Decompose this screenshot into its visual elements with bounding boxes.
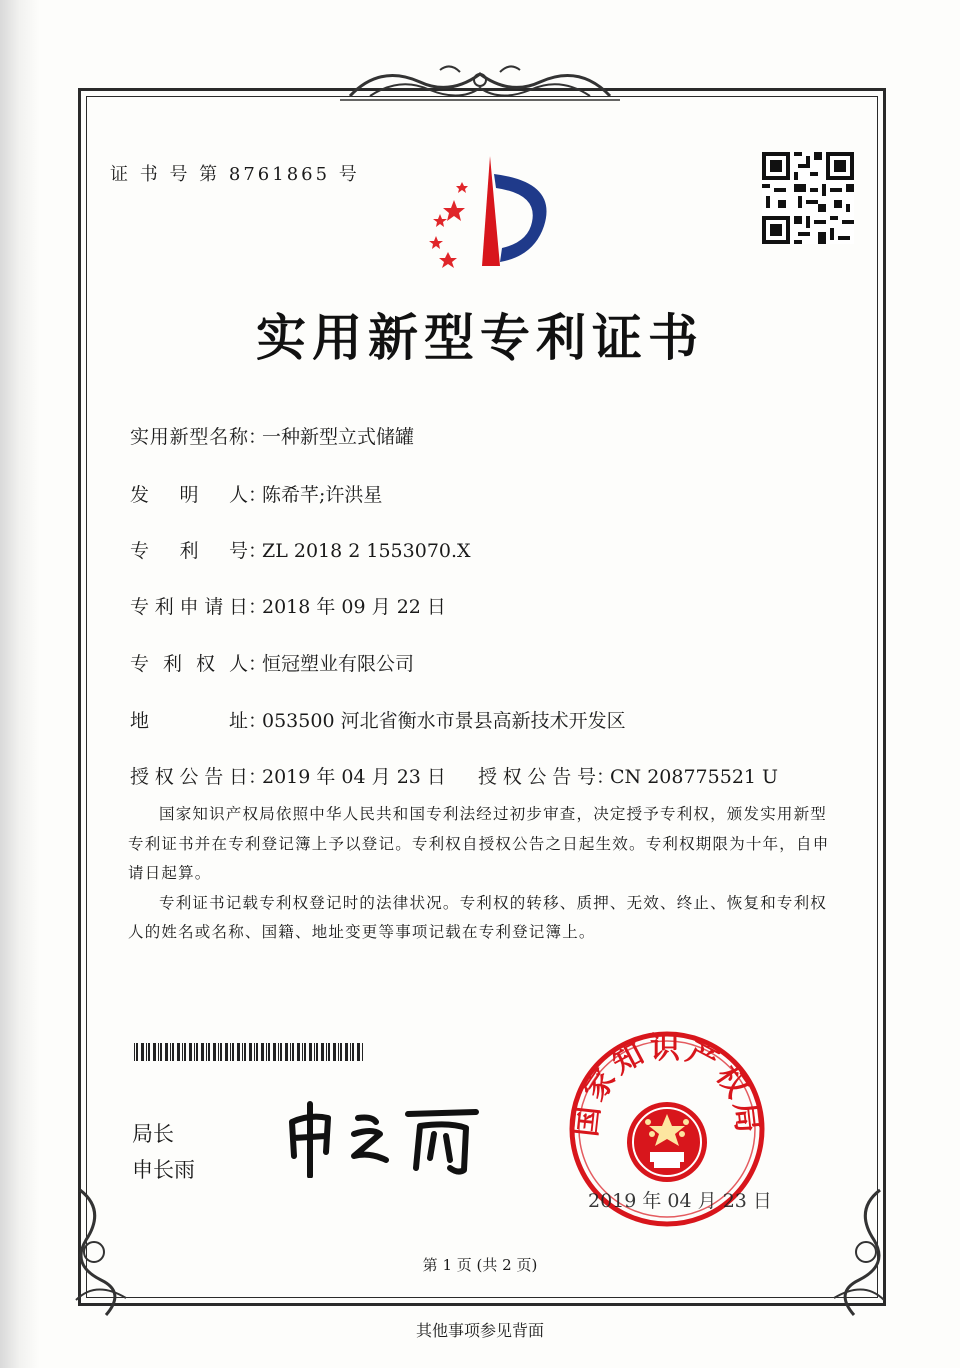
field-utility-model-name: 实用新型名称：一种新型立式储罐 (130, 422, 414, 449)
legal-paragraph-1: 国家知识产权局依照中华人民共和国专利法经过初步审查，决定授予专利权，颁发实用新型专利证书并在专利登记簿上予以登记。专利权自授权公告之日起生效。专利权期限为十年，自申请日起算。 (128, 805, 830, 882)
cnipa-logo-icon (412, 152, 560, 270)
field-value: 2019 年 04 月 23 日 (262, 766, 446, 788)
field-value: 陈希芊;许洪星 (262, 484, 383, 506)
footer-note: 其他事项参见背面 (415, 1321, 544, 1340)
field-label: 授权公告号 (478, 766, 596, 788)
legal-paragraph-2: 专利证书记载专利权登记时的法律状况。专利权的转移、质押、无效、终止、恢复和专利权人的姓名或名称、国籍、地址变更等事项记载在专利登记簿上。 (128, 893, 828, 941)
field-inventor: 发明人：陈希芊;许洪星 (130, 480, 382, 507)
bottom-left-ornament-icon (66, 1180, 146, 1320)
field-value: CN 208775521 U (610, 766, 779, 788)
field-label: 专利号 (130, 540, 248, 562)
field-value: 一种新型立式储罐 (262, 426, 415, 448)
page-number: 第 1 页 (共 2 页) (422, 1256, 538, 1274)
field-application-date: 专利申请日：2018 年 09 月 22 日 (130, 592, 446, 619)
director-name: 申长雨 (132, 1158, 195, 1182)
field-label: 专利申请日 (130, 596, 248, 618)
certificate-number: 证 书 号 第 8761865 号 (110, 164, 360, 185)
legal-statement (128, 800, 833, 948)
seal-text: 国家知识产权局 (568, 1031, 766, 1139)
seal-date: 2019 年 04 月 23 日 (588, 1190, 772, 1212)
field-grant-announcement-date: 授权公告日：2019 年 04 月 23 日 (130, 762, 446, 789)
field-value: 恒冠塑业有限公司 (262, 653, 415, 675)
national-emblem-icon (627, 1102, 707, 1182)
field-patent-number: 专利号：ZL 2018 2 1553070.X (130, 536, 471, 563)
field-label: 实用新型名称 (130, 426, 248, 448)
top-ornament-icon (340, 60, 620, 108)
barcode-icon (134, 1043, 366, 1061)
field-value: 2018 年 09 月 22 日 (262, 596, 446, 618)
field-grant-announcement-number: 授权公告号：CN 208775521 U (478, 762, 778, 789)
field-label: 专利权人 (130, 653, 248, 675)
field-label: 地址 (130, 710, 248, 732)
field-patentee: 专利权人：恒冠塑业有限公司 (130, 649, 414, 676)
field-label: 授权公告日 (130, 766, 248, 788)
field-value: 053500 河北省衡水市景县高新技术开发区 (262, 710, 626, 732)
qr-code-icon (762, 152, 854, 244)
field-label: 发明人 (130, 484, 248, 506)
director-signature (280, 1098, 490, 1178)
certificate-title: 实用新型专利证书 (256, 308, 704, 367)
field-address: 地址：053500 河北省衡水市景县高新技术开发区 (130, 706, 626, 733)
bottom-right-ornament-icon (814, 1180, 894, 1320)
field-value: ZL 2018 2 1553070.X (262, 540, 471, 562)
director-title: 局长 (132, 1122, 174, 1146)
